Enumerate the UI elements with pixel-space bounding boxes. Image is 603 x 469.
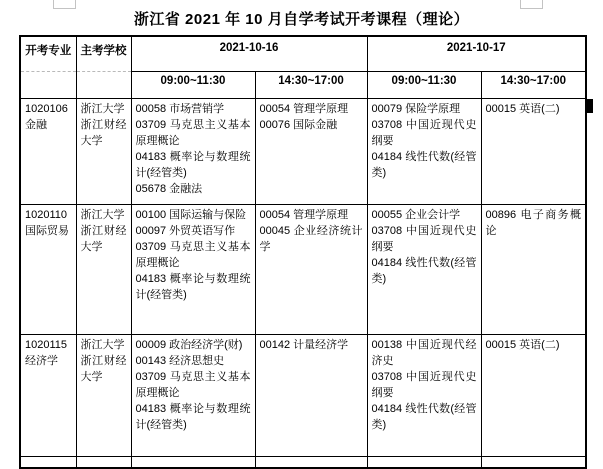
course-cell-d1-pm: [255, 98, 367, 204]
course-item: 00100 国际运输与保险: [135, 208, 247, 221]
course-item: 00079 保险学原理: [371, 102, 461, 115]
major-cell: [20, 334, 76, 456]
course-cell-d2-am: [367, 334, 481, 456]
course-item: 00054 管理学原理: [259, 102, 349, 115]
school-cell: [76, 98, 131, 204]
header-date-1: 2021-10-16: [131, 36, 367, 71]
school-name: 浙江大学: [80, 338, 125, 351]
header-row-times: [20, 71, 586, 98]
school-cell: [76, 204, 131, 334]
course-item: 00009 政治经济学(财): [135, 338, 243, 351]
course-item: 03709 马克思主义基本原理概论: [135, 370, 251, 399]
row-end-marker: [586, 99, 593, 113]
course-cell-d2-pm: [481, 204, 586, 334]
course-item: 00076 国际金融: [259, 118, 338, 131]
course-cell-d1-pm: [255, 334, 367, 456]
course-item: 00097 外贸英语写作: [135, 224, 236, 237]
course-item: 03708 中国近现代史纲要: [371, 224, 477, 253]
course-cell-d2-pm: [481, 334, 586, 456]
major-name: 经济学: [25, 354, 58, 367]
course-cell-d1-am: [131, 204, 255, 334]
course-item: 00142 计量经济学: [259, 338, 349, 351]
course-cell-d2-pm: [481, 98, 586, 204]
course-item: 04183 概率论与数理统计(经管类): [135, 150, 251, 179]
header-time-pm-2: 14:30~17:00: [481, 71, 586, 98]
header-row-dates: [20, 36, 586, 71]
header-time-am-1: 09:00~11:30: [131, 71, 255, 98]
table-row: [20, 98, 586, 204]
empty-cell: [131, 456, 255, 468]
header-school: 主考学校: [76, 36, 131, 71]
page-title: 浙江省 2021 年 10 月自学考试开考课程（理论）: [133, 11, 470, 28]
major-cell: [20, 98, 76, 204]
course-item: 00896 电子商务概论: [485, 208, 582, 237]
major-code: 1020110: [25, 208, 68, 221]
header-date-2: 2021-10-17: [367, 36, 586, 71]
major-code: 1020106: [25, 102, 68, 115]
empty-cell: [20, 456, 76, 468]
course-item: 03709 马克思主义基本原理概论: [135, 118, 251, 147]
school-name: 浙江大学: [80, 102, 125, 115]
school-cell: [76, 334, 131, 456]
header-major: 开考专业: [20, 36, 76, 71]
course-item: 04184 线性代数(经管类): [371, 256, 477, 285]
major-name: 金融: [25, 118, 47, 131]
course-item: 03708 中国近现代史纲要: [371, 118, 477, 147]
header-school-stub: [76, 71, 131, 98]
course-cell-d1-am: [131, 334, 255, 456]
empty-cell: [481, 456, 586, 468]
school-name: 浙江大学: [80, 208, 125, 221]
course-cell-d1-am: [131, 98, 255, 204]
course-item: 04184 线性代数(经管类): [371, 402, 477, 431]
course-item: 05678 金融法: [135, 182, 203, 195]
course-item: 00015 英语(二): [485, 102, 560, 115]
table-row: [20, 334, 586, 456]
table-row-cutoff: [20, 456, 586, 468]
course-item: 03708 中国近现代史纲要: [371, 370, 477, 399]
empty-cell: [76, 456, 131, 468]
course-cell-d2-am: [367, 204, 481, 334]
course-item: 03709 马克思主义基本原理概论: [135, 240, 251, 269]
course-item: 00143 经济思想史: [135, 354, 225, 367]
header-time-am-2: 09:00~11:30: [367, 71, 481, 98]
course-item: 00058 市场营销学: [135, 102, 225, 115]
major-cell: [20, 204, 76, 334]
major-code: 1020115: [25, 338, 68, 351]
course-item: 00045 企业经济统计学: [259, 224, 363, 253]
header-major-stub: [20, 71, 76, 98]
course-item: 00054 管理学原理: [259, 208, 349, 221]
course-item: 04183 概率论与数理统计(经管类): [135, 272, 251, 301]
course-item: 00138 中国近现代经济史: [371, 338, 477, 367]
exam-schedule-table: [19, 35, 587, 469]
empty-cell: [255, 456, 367, 468]
course-item: 00055 企业会计学: [371, 208, 461, 221]
table-row: [20, 204, 586, 334]
course-item: 04183 概率论与数理统计(经管类): [135, 402, 251, 431]
school-name: 浙江财经大学: [80, 354, 127, 383]
school-name: 浙江财经大学: [80, 224, 127, 253]
course-cell-d2-am: [367, 98, 481, 204]
header-time-pm-1: 14:30~17:00: [255, 71, 367, 98]
course-item: 04184 线性代数(经管类): [371, 150, 477, 179]
school-name: 浙江财经大学: [80, 118, 127, 147]
course-item: 00015 英语(二): [485, 338, 560, 351]
empty-cell: [367, 456, 481, 468]
course-cell-d1-pm: [255, 204, 367, 334]
major-name: 国际贸易: [25, 224, 69, 237]
